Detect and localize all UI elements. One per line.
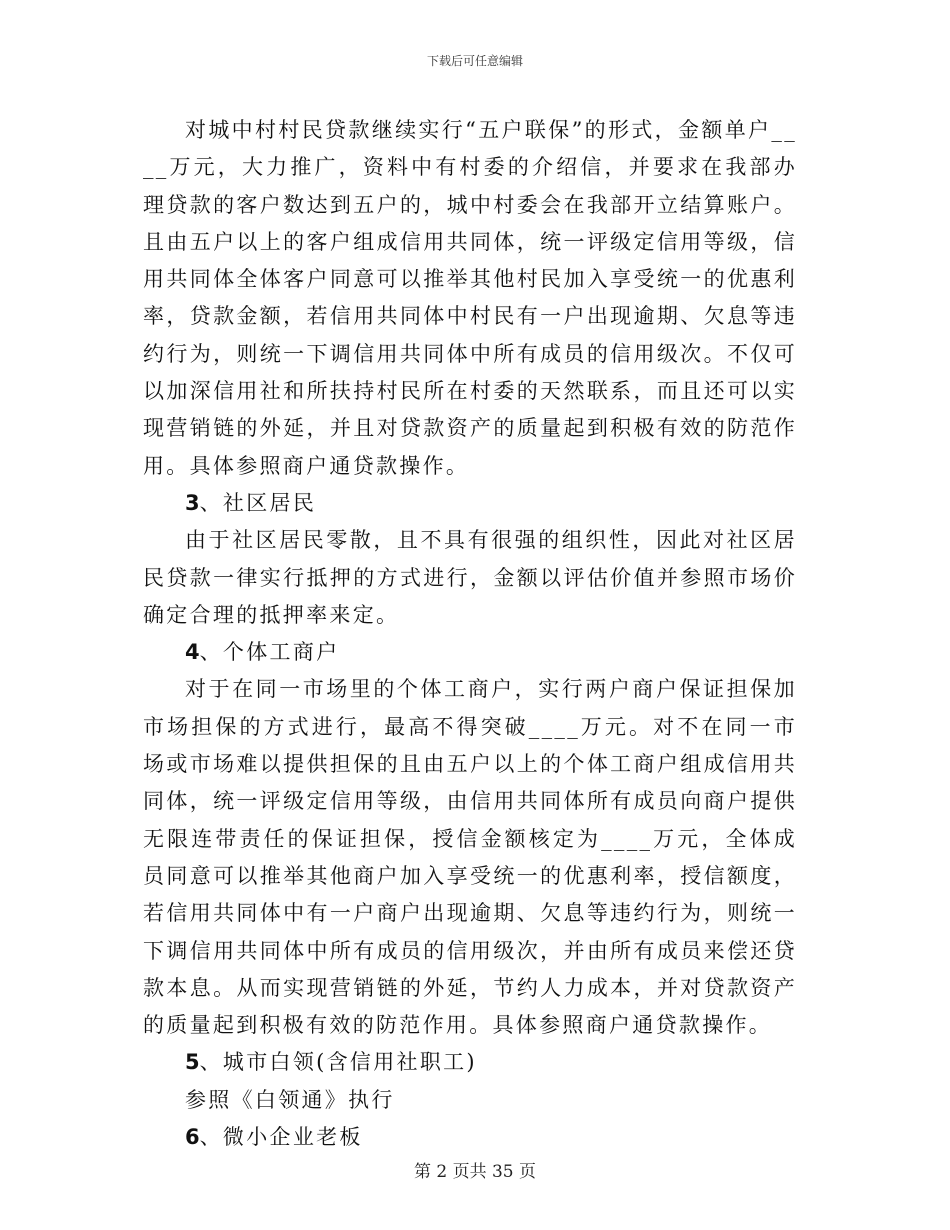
section-number: 5 <box>185 1050 200 1075</box>
section-title: 、社区居民 <box>199 490 317 515</box>
section-title: 、城市白领(含信用社职工) <box>199 1050 477 1075</box>
section-number: 3 <box>185 490 200 515</box>
page-header: 下载后可任意编辑 <box>426 54 523 68</box>
document-body <box>143 112 797 1156</box>
paragraph-white-collar: 参照《白领通》执行 <box>185 1087 395 1112</box>
section-heading-white-collar <box>143 1044 797 1081</box>
section-number: 6 <box>185 1125 200 1150</box>
section-number: 4 <box>185 640 200 665</box>
paragraph-village-loans: 对城中村村民贷款继续实行“五户联保”的形式，金额单户____万元，大力推广，资料中有村委的介绍信，并要求在我部办理贷款的客户数达到五户的，城中村委会在我部开立结算账户。且由五户以上的客户组成信用共同体，统一评级定信用等级，信用共同体全体客户同意可以推举其他村民加入享受统一的优惠利率，贷款金额，若信用共同体中村民有一户出现逾期、欠息等违约行为，则统一下调信用共同体中所有成员的信用级次。不仅可以加深信用社和所扶持村民所在村委的天然联系，而且还可以实现营销链的外延，并且对贷款资产的质量起到积极有效的防范作用。具体参照商户通贷款操作。 <box>143 118 797 478</box>
section-heading-individual-merchants <box>143 634 797 671</box>
paragraph-community-residents: 由于社区居民零散，且不具有很强的组织性，因此对社区居民贷款一律实行抵押的方式进行，金额以评估价值并参照市场价确定合理的抵押率来定。 <box>143 528 797 627</box>
section-title: 、个体工商户 <box>199 640 340 665</box>
paragraph-individual-merchants: 对于在同一市场里的个体工商户，实行两户商户保证担保加市场担保的方式进行，最高不得突破____万元。对不在同一市场或市场难以提供担保的且由五户以上的个体工商户组成信用共同体，统一评级定信用等级，由信用共同体所有成员向商户提供无限连带责任的保证担保，授信金额核定为____万元，全体成员同意可以推举其他商户加入享受统一的优惠利率，授信额度，若信用共同体中有一户商户出现逾期、欠息等违约行为，则统一下调信用共同体中所有成员的信用级次，并由所有成员来偿还贷款本息。从而实现营销链的外延，节约人力成本，并对贷款资产的质量起到积极有效的防范作用。具体参照商户通贷款操作。 <box>143 677 797 1038</box>
page-footer: 第 2 页共 35 页 <box>413 1162 537 1182</box>
section-heading-community-residents <box>143 485 797 522</box>
section-heading-small-business-owners <box>143 1119 797 1156</box>
section-title: 、微小企业老板 <box>199 1125 363 1150</box>
